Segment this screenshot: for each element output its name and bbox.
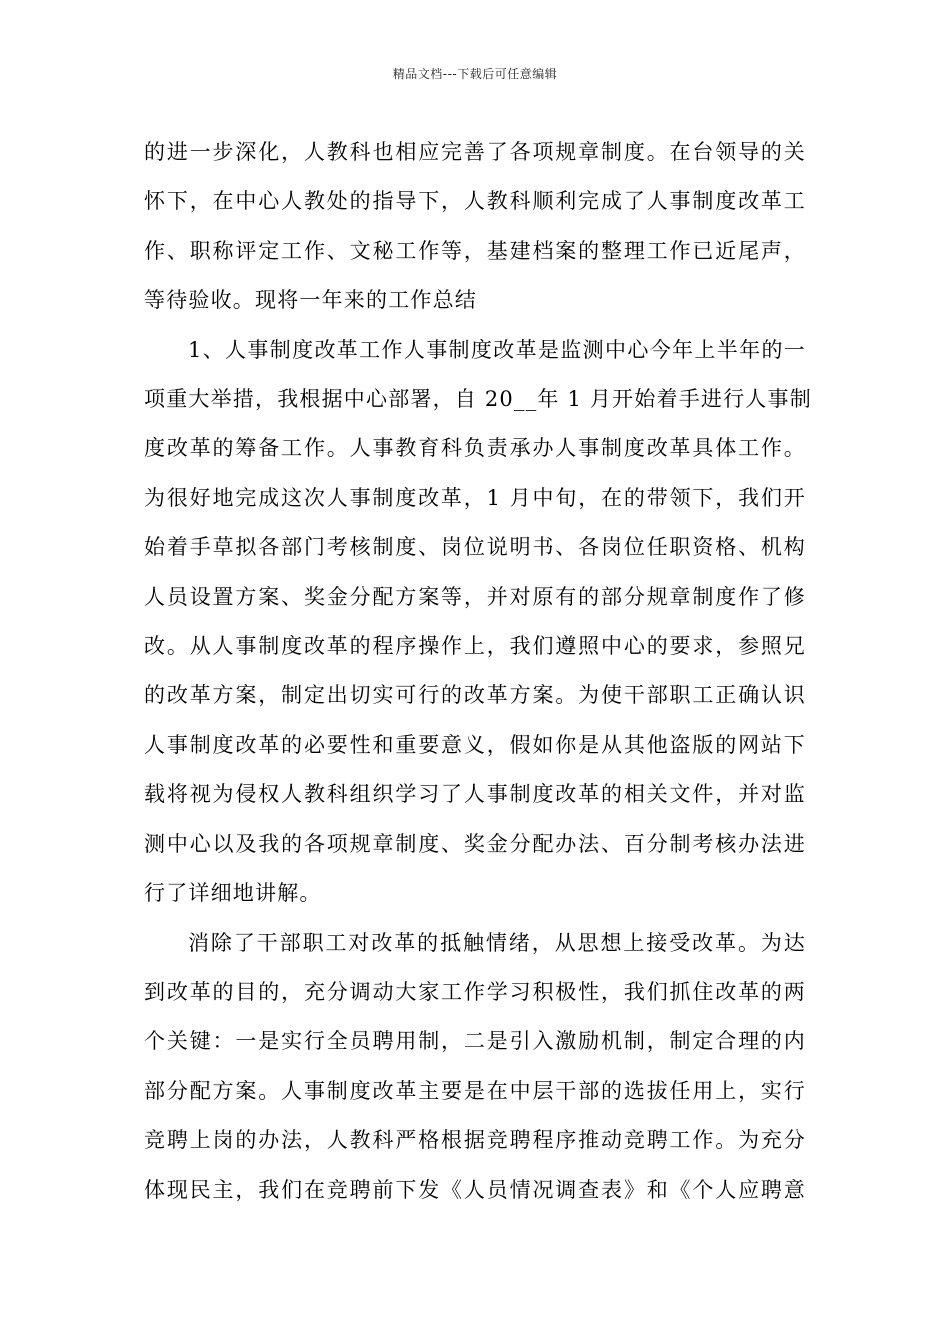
paragraph-line: 项重大举措，我根据中心部署，自 20__年 1 月开始着手进行人事制 — [144, 387, 812, 412]
paragraph-1 — [144, 128, 806, 326]
document-body — [144, 128, 812, 1215]
paragraph-line: 的进一步深化，人教科也相应完善了各项规章制度。在台领导的关 — [144, 140, 806, 164]
paragraph-line: 体现民主，我们在竞聘前下发《人员情况调查表》和《个人应聘意 — [144, 1177, 806, 1202]
paragraph-line: 竞聘上岗的办法，人教科严格根据竞聘程序推动竞聘工作。为充分 — [144, 1128, 806, 1153]
paragraph-line: 消除了干部职工对改革的抵触情绪，从思想上接受改革。为达 — [188, 930, 806, 955]
paragraph-line: 到改革的目的，充分调动大家工作学习积极性，我们抓住改革的两 — [144, 979, 806, 1004]
paragraph-line: 始着手草拟各部门考核制度、岗位说明书、各岗位任职资格、机构 — [144, 535, 806, 560]
paragraph-line: 人事制度改革的必要性和重要意义，假如你是从其他盗版的网站下 — [144, 732, 806, 757]
paragraph-line: 的改革方案，制定出切实可行的改革方案。为使干部职工正确认识 — [144, 683, 806, 708]
paragraph-line: 1、人事制度改革工作人事制度改革是监测中心今年上半年的一 — [188, 337, 806, 362]
paragraph-line: 怀下，在中心人教处的指导下，人教科顺利完成了人事制度改革工 — [144, 189, 806, 214]
paragraph-line: 载将视为侵权人教科组织学习了人事制度改革的相关文件，并对监 — [144, 782, 806, 807]
paragraph-line: 人员设置方案、奖金分配方案等，并对原有的部分规章制度作了修 — [144, 584, 806, 609]
paragraph-line: 为很好地完成这次人事制度改革，1 月中旬，在的带领下，我们开 — [144, 485, 806, 510]
paragraph-line: 个关键：一是实行全员聘用制，二是引入激励机制，制定合理的内 — [144, 1029, 806, 1054]
paragraph-2 — [144, 326, 812, 919]
paragraph-line: 改。从人事制度改革的程序操作上，我们遵照中心的要求，参照兄 — [144, 634, 806, 659]
paragraph-line: 作、职称评定工作、文秘工作等，基建档案的整理工作已近尾声， — [144, 238, 806, 263]
paragraph-line: 等待验收。现将一年来的工作总结 — [144, 288, 477, 313]
paragraph-line: 测中心以及我的各项规章制度、奖金分配办法、百分制考核办法进 — [144, 831, 806, 856]
paragraph-3 — [144, 919, 806, 1215]
paragraph-line: 部分配方案。人事制度改革主要是在中层干部的选拔任用上，实行 — [144, 1078, 806, 1103]
paragraph-line: 度改革的筹备工作。人事教育科负责承办人事制度改革具体工作。 — [144, 436, 806, 461]
paragraph-line: 行了详细地讲解。 — [144, 881, 322, 906]
page-header: 精品文档---下载后可任意编辑 — [392, 67, 558, 81]
